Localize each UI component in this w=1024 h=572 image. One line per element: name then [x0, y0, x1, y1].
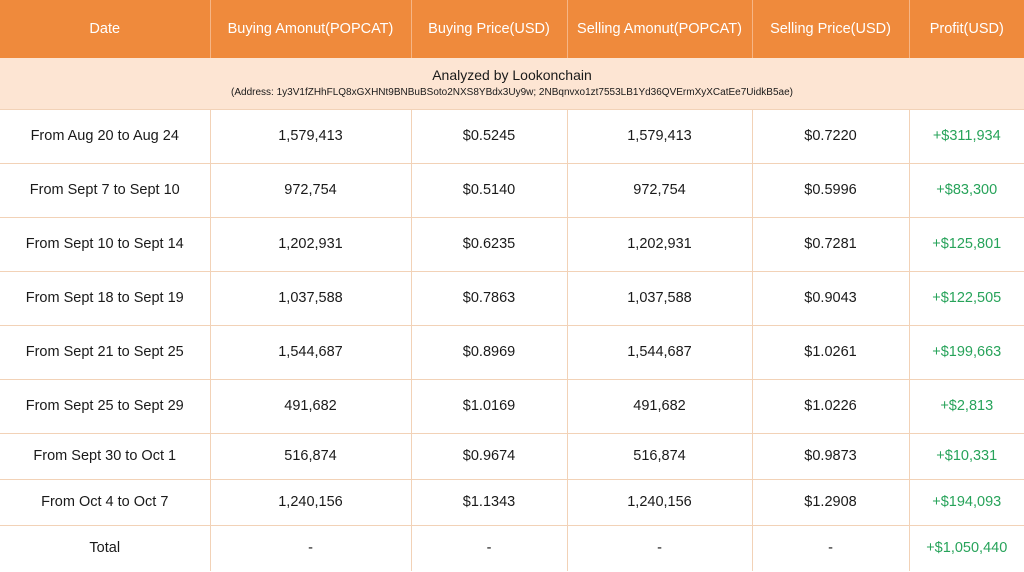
analyzed-by-cell: [0, 58, 1024, 109]
selling-amount-cell: 1,202,931: [567, 217, 752, 271]
selling-price-cell: $0.9043: [752, 271, 909, 325]
selling-amount-cell: 516,874: [567, 433, 752, 479]
profit-cell: +$125,801: [909, 217, 1024, 271]
selling-price-cell: $1.0261: [752, 325, 909, 379]
date-cell: From Aug 20 to Aug 24: [0, 109, 210, 163]
selling-amount-cell: 1,579,413: [567, 109, 752, 163]
buying-amount-cell: 972,754: [210, 163, 411, 217]
selling-amount-cell: -: [567, 525, 752, 571]
date-cell: From Sept 21 to Sept 25: [0, 325, 210, 379]
buying-price-cell: $0.8969: [411, 325, 567, 379]
buying-amount-cell: 1,202,931: [210, 217, 411, 271]
buying-amount-cell: 1,240,156: [210, 479, 411, 525]
selling-amount-cell: 972,754: [567, 163, 752, 217]
table-row: [0, 217, 1024, 271]
selling-price-cell: $0.7281: [752, 217, 909, 271]
table-row: [0, 325, 1024, 379]
header-buying-price: Buying Price(USD): [411, 0, 567, 58]
buying-amount-cell: 1,544,687: [210, 325, 411, 379]
header-selling-price: Selling Price(USD): [752, 0, 909, 58]
selling-price-cell: $0.9873: [752, 433, 909, 479]
date-cell: Total: [89, 540, 121, 557]
profit-cell: +$10,331: [909, 433, 1024, 479]
date-cell: From Sept 18 to Sept 19: [0, 271, 210, 325]
table-row: [0, 109, 1024, 163]
selling-price-cell: $0.7220: [752, 109, 909, 163]
buying-price-cell: $1.1343: [411, 479, 567, 525]
buying-price-cell: $0.5140: [411, 163, 567, 217]
analyzed-by-label: Analyzed by Lookonchain: [432, 67, 592, 84]
buying-amount-cell: 516,874: [210, 433, 411, 479]
profit-cell: +$199,663: [909, 325, 1024, 379]
header-row: [0, 0, 1024, 58]
analyzed-by-row: [0, 58, 1024, 109]
table-row: [0, 163, 1024, 217]
header-profit: Profit(USD): [909, 0, 1024, 58]
total-row: [0, 525, 1024, 571]
selling-price-cell: $1.2908: [752, 479, 909, 525]
selling-amount-cell: 1,544,687: [567, 325, 752, 379]
selling-amount-cell: 1,037,588: [567, 271, 752, 325]
header-date: Date: [89, 21, 121, 37]
buying-amount-cell: 491,682: [210, 379, 411, 433]
buying-amount-cell: 1,579,413: [210, 109, 411, 163]
date-cell: From Oct 4 to Oct 7: [0, 479, 210, 525]
buying-price-cell: $1.0169: [411, 379, 567, 433]
profit-cell: +$2,813: [909, 379, 1024, 433]
profit-cell: +$311,934: [909, 109, 1024, 163]
buying-amount-cell: 1,037,588: [210, 271, 411, 325]
selling-price-cell: -: [752, 525, 909, 571]
selling-price-cell: $0.5996: [752, 163, 909, 217]
buying-price-cell: $0.6235: [411, 217, 567, 271]
buying-price-cell: $0.7863: [411, 271, 567, 325]
address-note: (Address: 1y3V1fZHhFLQ8xGXHNt9BNBuBSoto2NXS8YBdx3Uy9w; 2NBqnvxo1zt7553LB1Yd36QVErmXyXCatEe7UidkB5ae): [231, 87, 793, 99]
date-cell: From Sept 25 to Sept 29: [0, 379, 210, 433]
table-row: [0, 433, 1024, 479]
buying-amount-cell: -: [210, 525, 411, 571]
buying-price-cell: -: [411, 525, 567, 571]
selling-price-cell: $1.0226: [752, 379, 909, 433]
table-row: [0, 479, 1024, 525]
date-cell: From Sept 10 to Sept 14: [0, 217, 210, 271]
table-row: [0, 271, 1024, 325]
date-cell: From Sept 30 to Oct 1: [0, 433, 210, 479]
selling-amount-cell: 1,240,156: [567, 479, 752, 525]
buying-price-cell: $0.9674: [411, 433, 567, 479]
profit-cell: +$194,093: [909, 479, 1024, 525]
selling-amount-cell: 491,682: [567, 379, 752, 433]
date-cell: From Sept 7 to Sept 10: [0, 163, 210, 217]
header-buying-amount: Buying Amonut(POPCAT): [210, 0, 411, 58]
profit-cell: +$122,505: [909, 271, 1024, 325]
table-row: [0, 379, 1024, 433]
profit-cell: +$1,050,440: [909, 525, 1024, 571]
profit-cell: +$83,300: [909, 163, 1024, 217]
header-selling-amount: Selling Amonut(POPCAT): [567, 0, 752, 58]
buying-price-cell: $0.5245: [411, 109, 567, 163]
